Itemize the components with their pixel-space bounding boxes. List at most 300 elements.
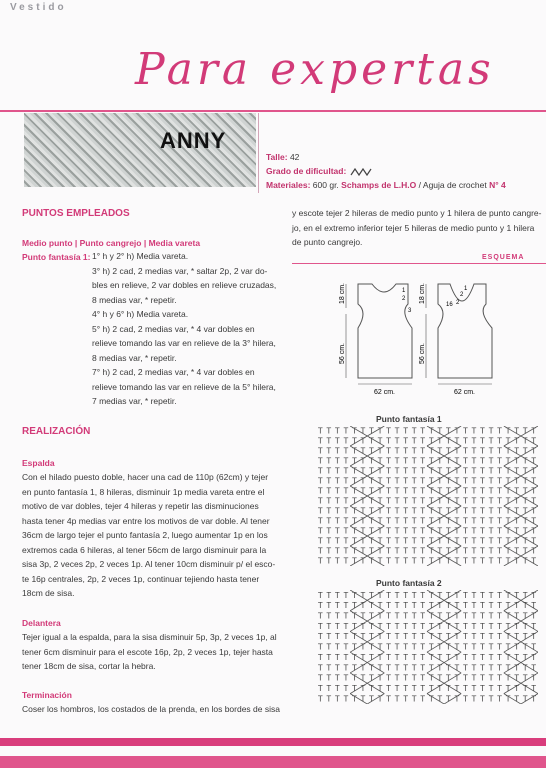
stitch-symbol: T bbox=[488, 694, 494, 704]
stitch-symbol: T bbox=[343, 546, 349, 556]
stitch-symbol: T bbox=[437, 526, 443, 536]
stitch-symbol: T bbox=[437, 446, 443, 456]
front-mark: 1 bbox=[464, 286, 468, 292]
stitch-symbol: T bbox=[497, 621, 503, 631]
stitch-symbol: T bbox=[480, 486, 485, 496]
stitch-symbol: T bbox=[377, 611, 383, 621]
stitch-symbol: T bbox=[411, 486, 417, 496]
stitch-symbol: T bbox=[360, 642, 366, 652]
stitch-symbol: T bbox=[462, 601, 468, 611]
stitch-symbol: T bbox=[403, 446, 409, 456]
stitch-symbol: T bbox=[317, 621, 323, 631]
stitch-symbol: T bbox=[420, 516, 426, 526]
stitch-symbol: T bbox=[480, 611, 485, 621]
stitch-symbol: T bbox=[497, 632, 503, 642]
stitch-symbol: T bbox=[480, 426, 485, 436]
stitch-symbol: T bbox=[351, 546, 357, 556]
stitch-symbol: T bbox=[369, 446, 374, 456]
stitch-symbol: T bbox=[514, 516, 520, 526]
stitch-symbol: T bbox=[334, 642, 340, 652]
stitch-symbol: T bbox=[411, 536, 417, 546]
stitch-symbol: T bbox=[531, 663, 537, 673]
stitch-symbol: T bbox=[531, 516, 537, 526]
stitch-symbol: T bbox=[326, 684, 332, 694]
stitch-symbol: T bbox=[394, 476, 400, 486]
stitch-symbol: T bbox=[514, 611, 520, 621]
stitch-symbol: T bbox=[522, 642, 528, 652]
stitch-symbol: T bbox=[454, 446, 460, 456]
stitch-symbol: T bbox=[531, 446, 537, 456]
stitch-symbol: T bbox=[462, 436, 468, 446]
stitch-symbol: T bbox=[317, 476, 323, 486]
stitch-symbol: T bbox=[428, 546, 434, 556]
stitch-symbol: T bbox=[377, 652, 383, 662]
stitch-symbol: T bbox=[360, 436, 366, 446]
stitch-symbol: T bbox=[505, 652, 511, 662]
stitch-symbol: T bbox=[437, 466, 443, 476]
stitch-symbol: T bbox=[488, 486, 494, 496]
stitch-symbol: T bbox=[420, 466, 426, 476]
stitch-symbol: T bbox=[488, 590, 494, 600]
stitch-symbol: T bbox=[394, 673, 400, 683]
stitch-symbol: T bbox=[531, 536, 537, 546]
stitch-symbol: T bbox=[411, 642, 417, 652]
stitch-symbol: T bbox=[326, 466, 332, 476]
stitch-symbol: T bbox=[480, 601, 485, 611]
stitch-symbol: T bbox=[514, 466, 520, 476]
stitch-symbol: T bbox=[369, 673, 374, 683]
stitch-symbol: T bbox=[497, 611, 503, 621]
stitch-symbol: T bbox=[505, 556, 511, 566]
stitch-symbol: T bbox=[522, 546, 528, 556]
stitch-symbol: T bbox=[386, 546, 392, 556]
stitch-symbol: T bbox=[445, 506, 451, 516]
stitch-symbol: T bbox=[480, 466, 485, 476]
stitch-symbol: T bbox=[471, 536, 477, 546]
stitch-symbol: T bbox=[369, 590, 374, 600]
stitch-symbol: T bbox=[505, 684, 511, 694]
stitch-symbol: T bbox=[343, 476, 349, 486]
stitch-symbol: T bbox=[394, 466, 400, 476]
stitch-symbol: T bbox=[454, 526, 460, 536]
stitch-symbol: T bbox=[471, 476, 477, 486]
stitch-symbol: T bbox=[480, 621, 485, 631]
stitch-symbol: T bbox=[386, 601, 392, 611]
stitch-symbol: T bbox=[343, 436, 349, 446]
stitch-symbol: T bbox=[428, 694, 434, 704]
stitch-symbol: T bbox=[369, 456, 374, 466]
stitch-symbol: T bbox=[462, 506, 468, 516]
stitch-symbol: T bbox=[403, 506, 409, 516]
stitch-symbol: T bbox=[334, 486, 340, 496]
stitch-symbol: T bbox=[428, 621, 434, 631]
stitch-symbol: T bbox=[428, 642, 434, 652]
stitch-symbol: T bbox=[488, 456, 494, 466]
stitch-symbol: T bbox=[377, 496, 383, 506]
materiales-label: Materiales: bbox=[266, 180, 311, 190]
stitch-symbol: T bbox=[522, 632, 528, 642]
stitch-symbol: T bbox=[317, 663, 323, 673]
stitch-symbol: T bbox=[411, 496, 417, 506]
stitch-symbol: T bbox=[386, 621, 392, 631]
stitch-symbol: T bbox=[317, 466, 323, 476]
stitch-symbol: T bbox=[428, 632, 434, 642]
stitch-symbol: T bbox=[334, 456, 340, 466]
text-line: Coser los hombros, los costados de la prenda, en los bordes de sisa bbox=[22, 704, 280, 714]
stitch-symbol: T bbox=[394, 526, 400, 536]
stitch-symbol: T bbox=[386, 456, 392, 466]
aguja-text: / Aguja de crochet bbox=[418, 180, 487, 190]
stitch-symbol: T bbox=[514, 446, 520, 456]
stitch-symbol: T bbox=[394, 446, 400, 456]
stitch-symbol: T bbox=[317, 590, 323, 600]
stitch-symbol: T bbox=[531, 556, 537, 566]
stitch-symbol: T bbox=[488, 673, 494, 683]
stitch-symbol: T bbox=[394, 684, 400, 694]
stitch-symbol: T bbox=[403, 642, 409, 652]
stitch-symbol: T bbox=[445, 632, 451, 642]
instruction-line: 7° h) 2 cad, 2 medias var, * 4 var dobles en bbox=[92, 367, 255, 377]
stitch-symbol: T bbox=[403, 673, 409, 683]
stitch-symbol: T bbox=[497, 694, 503, 704]
stitch-symbol: T bbox=[497, 436, 503, 446]
stitch-symbol: T bbox=[471, 506, 477, 516]
stitch-symbol: T bbox=[326, 611, 332, 621]
stitch-symbol: T bbox=[445, 426, 451, 436]
stitch-symbol: T bbox=[369, 436, 374, 446]
esquema-rule bbox=[292, 263, 546, 264]
stitch-symbol: T bbox=[351, 632, 357, 642]
stitch-symbol: T bbox=[377, 516, 383, 526]
stitch-symbol: T bbox=[343, 506, 349, 516]
stitch-symbol: T bbox=[351, 466, 357, 476]
stitch-symbol: T bbox=[394, 556, 400, 566]
stitch-symbol: T bbox=[326, 426, 332, 436]
text-line: Tejer igual a la espalda, para la sisa disminuir 5p, 3p, 2 veces 1p, al bbox=[22, 632, 277, 642]
stitch-symbol: T bbox=[420, 556, 426, 566]
stitch-symbol: T bbox=[326, 590, 332, 600]
stitch-symbol: T bbox=[488, 632, 494, 642]
stitch-symbol: T bbox=[497, 556, 503, 566]
stitch-symbol: T bbox=[428, 611, 434, 621]
instruction-line: 4° h y 6° h) Media vareta. bbox=[92, 309, 189, 319]
stitch-symbol: T bbox=[428, 496, 434, 506]
stitch-symbol: T bbox=[531, 590, 537, 600]
stitch-symbol: T bbox=[445, 621, 451, 631]
stitch-symbol: T bbox=[437, 476, 443, 486]
stitch-symbol: T bbox=[343, 526, 349, 536]
stitch-symbol: T bbox=[386, 611, 392, 621]
stitch-symbol: T bbox=[394, 632, 400, 642]
stitch-symbol: T bbox=[522, 611, 528, 621]
stitch-symbol: T bbox=[420, 673, 426, 683]
stitch-symbol: T bbox=[428, 684, 434, 694]
stitch-symbol: T bbox=[514, 632, 520, 642]
stitch-symbol: T bbox=[326, 652, 332, 662]
stitch-symbol: T bbox=[514, 436, 520, 446]
stitch-symbol: T bbox=[454, 516, 460, 526]
stitch-symbol: T bbox=[505, 673, 511, 683]
stitch-symbol: T bbox=[522, 621, 528, 631]
stitch-symbol: T bbox=[386, 526, 392, 536]
stitch-symbol: T bbox=[420, 506, 426, 516]
stitch-symbol: T bbox=[317, 556, 323, 566]
stitch-symbol: T bbox=[334, 601, 340, 611]
stitch-symbol: T bbox=[514, 621, 520, 631]
stitch-symbol: T bbox=[420, 590, 426, 600]
stitch-symbol: T bbox=[343, 673, 349, 683]
stitch-symbol: T bbox=[351, 536, 357, 546]
stitch-symbol: T bbox=[480, 526, 485, 536]
talle-label: Talle: bbox=[266, 152, 288, 162]
stitch-symbol: T bbox=[411, 476, 417, 486]
stitch-symbol: T bbox=[454, 506, 460, 516]
stitch-symbol: T bbox=[454, 673, 460, 683]
espalda-text bbox=[22, 470, 284, 601]
stitch-symbol: T bbox=[369, 506, 374, 516]
stitch-symbol: T bbox=[326, 546, 332, 556]
stitch-symbol: T bbox=[505, 590, 511, 600]
stitch-symbol: T bbox=[437, 556, 443, 566]
stitch-symbol: T bbox=[351, 663, 357, 673]
stitch-symbol: T bbox=[334, 476, 340, 486]
stitch-symbol: T bbox=[369, 496, 374, 506]
stitch-symbol: T bbox=[462, 446, 468, 456]
stitch-symbol: T bbox=[403, 526, 409, 536]
stitch-symbol: T bbox=[428, 663, 434, 673]
stitch-symbol: T bbox=[334, 446, 340, 456]
stitch-symbol: T bbox=[394, 611, 400, 621]
instruction-line: relieve tomando las var en relieve de la 5° hilera, bbox=[92, 381, 276, 392]
stitch-symbol: T bbox=[334, 426, 340, 436]
stitch-symbol: T bbox=[454, 632, 460, 642]
stitch-symbol: T bbox=[428, 426, 434, 436]
stitch-symbol: T bbox=[445, 601, 451, 611]
stitch-symbol: T bbox=[462, 590, 468, 600]
stitch-symbol: T bbox=[531, 546, 537, 556]
instruction-line: 8 medias var, * repetir. bbox=[92, 352, 177, 363]
stitch-symbol: T bbox=[403, 456, 409, 466]
puntos-heading: PUNTOS EMPLEADOS bbox=[22, 208, 130, 219]
meta-materiales bbox=[266, 180, 506, 190]
stitch-symbol: T bbox=[343, 601, 349, 611]
stitch-symbol: T bbox=[428, 536, 434, 546]
stitch-symbol: T bbox=[428, 506, 434, 516]
stitch-symbol: T bbox=[377, 446, 383, 456]
fantasia2-chart bbox=[316, 590, 538, 704]
stitch-symbol: T bbox=[411, 611, 417, 621]
stitch-symbol: T bbox=[514, 684, 520, 694]
stitch-symbol: T bbox=[394, 456, 400, 466]
stitch-symbol: T bbox=[471, 694, 477, 704]
stitch-symbol: T bbox=[531, 496, 537, 506]
stitch-symbol: T bbox=[326, 673, 332, 683]
stitch-symbol: T bbox=[394, 590, 400, 600]
stitch-symbol: T bbox=[505, 611, 511, 621]
stitch-symbol: T bbox=[377, 673, 383, 683]
stitch-symbol: T bbox=[394, 426, 400, 436]
stitch-symbol: T bbox=[386, 663, 392, 673]
stitch-symbol: T bbox=[377, 486, 383, 496]
stitch-symbol: T bbox=[514, 652, 520, 662]
stitch-symbol: T bbox=[428, 456, 434, 466]
stitch-symbol: T bbox=[386, 506, 392, 516]
front-mark: 16 bbox=[446, 302, 453, 308]
difficulty-icon bbox=[349, 167, 373, 177]
stitch-symbol: T bbox=[351, 694, 357, 704]
stitch-symbol: T bbox=[351, 601, 357, 611]
stitch-symbol: T bbox=[462, 516, 468, 526]
stitch-symbol: T bbox=[411, 652, 417, 662]
stitch-symbol: T bbox=[428, 446, 434, 456]
stitch-symbol: T bbox=[454, 536, 460, 546]
stitch-symbol: T bbox=[317, 536, 323, 546]
stitch-symbol: T bbox=[462, 526, 468, 536]
back-side-label: 56 cm. bbox=[339, 342, 346, 364]
stitch-symbol: T bbox=[437, 516, 443, 526]
stitch-symbol: T bbox=[403, 652, 409, 662]
stitch-symbol: T bbox=[428, 516, 434, 526]
stitch-symbol: T bbox=[411, 673, 417, 683]
stitch-symbol: T bbox=[317, 546, 323, 556]
stitch-symbol: T bbox=[317, 446, 323, 456]
stitch-symbol: T bbox=[420, 476, 426, 486]
espalda-title: Espalda bbox=[22, 458, 55, 468]
stitch-symbol: T bbox=[334, 621, 340, 631]
stitch-symbol: T bbox=[445, 642, 451, 652]
stitch-symbol: T bbox=[471, 466, 477, 476]
stitch-symbol: T bbox=[386, 466, 392, 476]
stitch-symbol: T bbox=[454, 642, 460, 652]
stitch-symbol: T bbox=[411, 546, 417, 556]
stitch-symbol: T bbox=[369, 652, 374, 662]
fantasia1-label: Punto fantasía 1: bbox=[22, 252, 91, 262]
stitch-symbol: T bbox=[531, 684, 537, 694]
stitch-symbol: T bbox=[471, 652, 477, 662]
stitch-symbol: T bbox=[343, 590, 349, 600]
stitch-symbol: T bbox=[326, 601, 332, 611]
stitch-symbol: T bbox=[454, 486, 460, 496]
stitch-symbol: T bbox=[351, 446, 357, 456]
stitch-symbol: T bbox=[514, 673, 520, 683]
stitch-symbol: T bbox=[394, 663, 400, 673]
stitch-symbol: T bbox=[437, 456, 443, 466]
stitch-symbol: T bbox=[514, 536, 520, 546]
stitch-symbol: T bbox=[343, 426, 349, 436]
stitch-symbol: T bbox=[445, 476, 451, 486]
stitch-symbol: T bbox=[420, 496, 426, 506]
stitch-symbol: T bbox=[505, 466, 511, 476]
page-title: Para expertas bbox=[135, 44, 495, 95]
stitch-symbol: T bbox=[497, 536, 503, 546]
stitch-symbol: T bbox=[403, 546, 409, 556]
stitch-symbol: T bbox=[480, 684, 485, 694]
stitch-symbol: T bbox=[351, 621, 357, 631]
stitch-symbol: T bbox=[317, 601, 323, 611]
stitch-symbol: T bbox=[343, 486, 349, 496]
stitch-symbol: T bbox=[488, 642, 494, 652]
stitch-symbol: T bbox=[462, 536, 468, 546]
stitch-symbol: T bbox=[497, 652, 503, 662]
stitch-symbol: T bbox=[454, 456, 460, 466]
stitch-symbol: T bbox=[445, 456, 451, 466]
stitch-symbol: T bbox=[497, 663, 503, 673]
stitch-symbol: T bbox=[386, 632, 392, 642]
stitch-symbol: T bbox=[317, 436, 323, 446]
stitch-symbol: T bbox=[445, 684, 451, 694]
stitch-symbol: T bbox=[454, 694, 460, 704]
stitch-symbol: T bbox=[394, 621, 400, 631]
stitch-symbol: T bbox=[403, 694, 409, 704]
stitch-symbol: T bbox=[394, 642, 400, 652]
stitch-symbol: T bbox=[531, 611, 537, 621]
stitch-symbol: T bbox=[480, 506, 485, 516]
stitch-symbol: T bbox=[360, 486, 366, 496]
stitch-symbol: T bbox=[522, 486, 528, 496]
stitch-symbol: T bbox=[445, 486, 451, 496]
stitch-symbol: T bbox=[428, 476, 434, 486]
stitch-symbol: T bbox=[351, 652, 357, 662]
stitch-symbol: T bbox=[360, 426, 366, 436]
stitch-symbol: T bbox=[437, 436, 443, 446]
stitch-symbol: T bbox=[471, 673, 477, 683]
stitch-symbol: T bbox=[505, 601, 511, 611]
stitch-symbol: T bbox=[334, 673, 340, 683]
stitch-symbol: T bbox=[505, 546, 511, 556]
stitch-symbol: T bbox=[505, 436, 511, 446]
stitch-symbol: T bbox=[471, 526, 477, 536]
stitch-symbol: T bbox=[462, 632, 468, 642]
stitch-symbol: T bbox=[531, 426, 537, 436]
stitch-symbol: T bbox=[377, 526, 383, 536]
stitch-symbol: T bbox=[514, 590, 520, 600]
stitch-symbol: T bbox=[317, 496, 323, 506]
stitch-symbol: T bbox=[505, 526, 511, 536]
stitch-symbol: T bbox=[360, 496, 366, 506]
stitch-symbol: T bbox=[462, 456, 468, 466]
stitch-symbol: T bbox=[386, 436, 392, 446]
stitch-symbol: T bbox=[514, 694, 520, 704]
stitch-symbol: T bbox=[326, 506, 332, 516]
stitch-symbol: T bbox=[360, 476, 366, 486]
stitch-symbol: T bbox=[411, 456, 417, 466]
stitch-symbol: T bbox=[377, 426, 383, 436]
stitch-symbol: T bbox=[471, 426, 477, 436]
stitch-symbol: T bbox=[420, 684, 426, 694]
stitch-symbol: T bbox=[471, 663, 477, 673]
stitch-symbol: T bbox=[497, 476, 503, 486]
stitch-symbol: T bbox=[411, 446, 417, 456]
stitch-symbol: T bbox=[317, 673, 323, 683]
stitch-symbol: T bbox=[394, 436, 400, 446]
stitch-symbol: T bbox=[437, 663, 443, 673]
stitch-symbol: T bbox=[497, 526, 503, 536]
stitch-symbol: T bbox=[369, 426, 374, 436]
stitch-symbol: T bbox=[531, 632, 537, 642]
stitch-symbol: T bbox=[531, 673, 537, 683]
stitch-symbol: T bbox=[386, 673, 392, 683]
stitch-symbol: T bbox=[454, 426, 460, 436]
stitch-symbol: T bbox=[462, 426, 468, 436]
stitch-symbol: T bbox=[360, 684, 366, 694]
stitch-symbol: T bbox=[531, 476, 537, 486]
stitch-symbol: T bbox=[488, 466, 494, 476]
stitch-symbol: T bbox=[471, 642, 477, 652]
stitch-symbol: T bbox=[522, 556, 528, 566]
text-line: 18cm de sisa. bbox=[22, 588, 75, 598]
instruction-line: relieve tomando las var en relieve de la 3° hilera, bbox=[92, 338, 276, 348]
text-line: y escote tejer 2 hileras de medio punto y 1 hilera de punto cangre- bbox=[292, 208, 542, 218]
